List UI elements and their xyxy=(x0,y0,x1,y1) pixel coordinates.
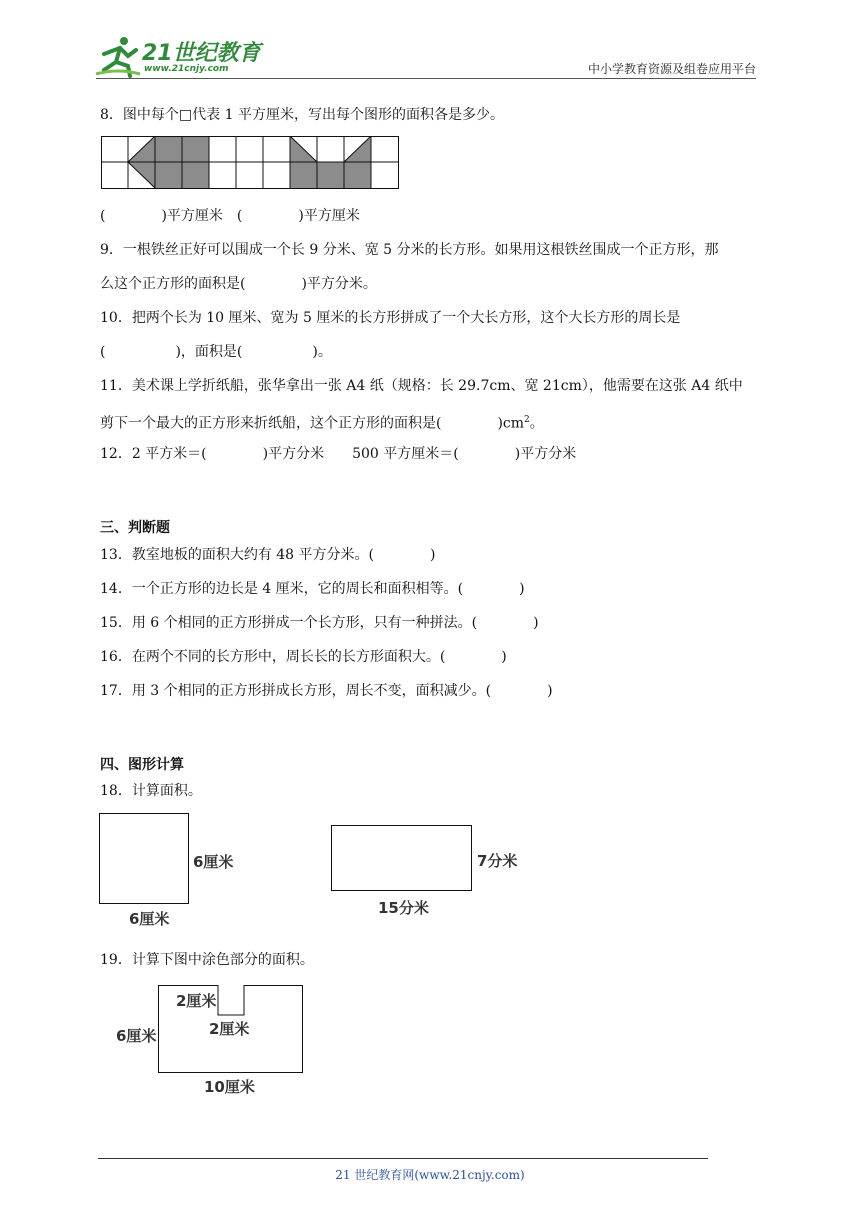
section-4-title: 四、图形计算 xyxy=(100,757,184,773)
header-divider xyxy=(96,78,756,79)
fig18-rectangle-side-label: 7分米 xyxy=(477,852,518,870)
fig18-square-side-label: 6厘米 xyxy=(193,853,234,871)
section-3-title: 三、判断题 xyxy=(100,520,170,536)
question-9-line2: 么这个正方形的面积是( )平方分米。 xyxy=(100,276,377,292)
question-16: 16．在两个不同的长方形中，周长长的长方形面积大。( ) xyxy=(100,649,507,665)
logo-text: 21世纪教育 xyxy=(142,41,261,66)
fig19-height-label: 6厘米 xyxy=(116,1027,157,1045)
q8-answer-blanks: ( )平方厘米 ( )平方厘米 xyxy=(100,208,360,224)
question-8: 8．图中每个□代表 1 平方厘米，写出每个图形的面积各是多少。 xyxy=(100,107,504,123)
fig18-rectangle xyxy=(331,825,472,891)
footer-divider xyxy=(98,1158,708,1159)
q8-grid-figure xyxy=(101,136,399,194)
footer-text: 21 世纪教育网(www.21cnjy.com) xyxy=(335,1168,525,1182)
header-platform-text: 中小学教育资源及组卷应用平台 xyxy=(587,62,756,76)
question-12: 12．2 平方米＝( )平方分米 500 平方厘米＝( )平方分米 xyxy=(100,446,577,462)
fig19-width-label: 10厘米 xyxy=(204,1078,255,1096)
header-logo xyxy=(94,34,264,78)
q11-text: 剪下一个最大的正方形来折纸船，这个正方形的面积是( )cm xyxy=(100,415,525,432)
question-19: 19．计算下图中涂色部分的面积。 xyxy=(100,952,314,968)
question-18: 18．计算面积。 xyxy=(100,783,202,799)
fig18-square xyxy=(99,813,189,904)
runner-logo-icon xyxy=(94,34,142,78)
fig19-notch-width-label: 2厘米 xyxy=(209,1020,250,1038)
question-17: 17．用 3 个相同的正方形拼成长方形，周长不变，面积减少。( ) xyxy=(100,683,553,699)
fig18-square-bottom-label: 6厘米 xyxy=(129,910,170,928)
q11-end: 。 xyxy=(529,415,544,432)
fig19-notch-depth-label: 2厘米 xyxy=(176,992,217,1010)
question-10-line1: 10．把两个长为 10 厘米、宽为 5 厘米的长方形拼成了一个大长方形，这个大长方形的周长是 xyxy=(100,310,681,326)
question-11-line1: 11．美术课上学折纸船，张华拿出一张 A4 纸（规格：长 29.7cm、宽 21cm），他需要在这张 A4 纸中 xyxy=(100,378,743,394)
fig18-rectangle-bottom-label: 15分米 xyxy=(378,899,429,917)
question-11-line2 xyxy=(100,411,544,433)
logo-url: www.21cnjy.com xyxy=(144,64,229,74)
question-15: 15．用 6 个相同的正方形拼成一个长方形，只有一种拼法。( ) xyxy=(100,615,539,631)
question-13: 13．教室地板的面积大约有 48 平方分米。( ) xyxy=(100,547,436,563)
q11-superscript: 2 xyxy=(524,415,530,425)
question-14: 14．一个正方形的边长是 4 厘米，它的周长和面积相等。( ) xyxy=(100,581,525,597)
question-10-line2: ( )，面积是( )。 xyxy=(100,344,332,360)
question-9-line1: 9．一根铁丝正好可以围成一个长 9 分米、宽 5 分米的长方形。如果用这根铁丝围成一个正方形，那 xyxy=(100,242,719,258)
